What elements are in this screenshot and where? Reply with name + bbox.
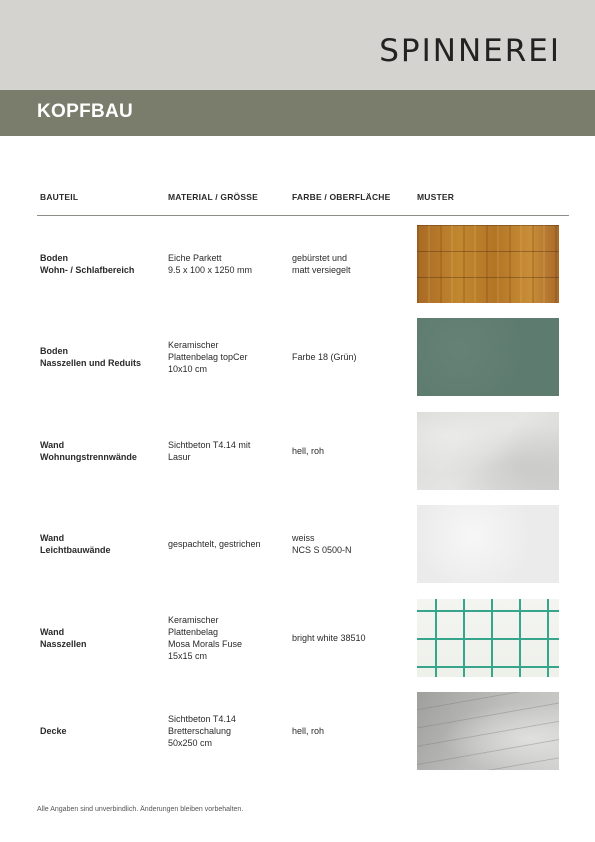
table-row: [0, 599, 595, 677]
material-cell-line: Lasur: [168, 452, 191, 462]
brand-logo: SPINNEREI: [379, 33, 561, 69]
material-cell-line: gespachtelt, gestrichen: [168, 539, 261, 549]
material-cell-line: 50x250 cm: [168, 738, 213, 748]
header-band: [0, 0, 595, 90]
material-cell-line: Keramischer: [168, 615, 219, 625]
bauteil-cell-line: Wand: [40, 627, 65, 637]
material-cell: [168, 692, 288, 770]
material-cell-line: Plattenbelag: [168, 627, 219, 637]
farbe-cell: [292, 505, 412, 583]
table-row: [0, 692, 595, 770]
bauteil-cell: [40, 505, 165, 583]
bauteil-cell-line: Leichtbauwände: [40, 545, 111, 555]
farbe-cell-line: weiss: [292, 533, 315, 543]
material-cell-line: Keramischer: [168, 340, 219, 350]
header-divider: [37, 215, 569, 216]
farbe-cell-line: NCS S 0500-N: [292, 545, 352, 555]
bauteil-cell-line: Boden: [40, 346, 68, 356]
bauteil-cell: [40, 318, 165, 396]
material-cell-line: Plattenbelag topCer: [168, 352, 248, 362]
table-row: [0, 225, 595, 303]
farbe-cell-line: bright white 38510: [292, 633, 366, 643]
material-cell-line: 10x10 cm: [168, 364, 208, 374]
title-band: [0, 90, 595, 136]
table-row: [0, 318, 595, 396]
column-header-material: MATERIAL / GRÖSSE: [168, 192, 258, 202]
column-header-farbe: FARBE / OBERFLÄCHE: [292, 192, 391, 202]
material-cell: [168, 225, 288, 303]
farbe-cell-line: Farbe 18 (Grün): [292, 352, 357, 362]
bauteil-cell-line: Wand: [40, 440, 65, 450]
board-formed-concrete-sample: [417, 692, 559, 770]
material-cell: [168, 599, 288, 677]
farbe-cell-line: hell, roh: [292, 446, 325, 456]
bauteil-cell-line: Wohnungstrennwände: [40, 452, 137, 462]
material-cell: [168, 505, 288, 583]
concrete-sample: [417, 412, 559, 490]
table-row: [0, 412, 595, 490]
footer-note: Alle Angaben sind unverbindlich. Änderungen bleiben vorbehalten.: [37, 806, 244, 813]
bauteil-cell-line: Boden: [40, 253, 68, 263]
bauteil-cell-line: Wohn- / Schlafbereich: [40, 265, 135, 275]
wood-parquet-sample: [417, 225, 559, 303]
bauteil-cell-line: Nasszellen und Reduits: [40, 358, 142, 368]
bauteil-cell: [40, 412, 165, 490]
material-cell-line: Sichtbeton T4.14 mit: [168, 440, 251, 450]
farbe-cell-line: gebürstet und: [292, 253, 348, 263]
page-title: KOPFBAU: [37, 101, 134, 122]
table-row: [0, 505, 595, 583]
bauteil-cell-line: Nasszellen: [40, 639, 87, 649]
material-cell-line: 15x15 cm: [168, 651, 208, 661]
column-header-muster: MUSTER: [417, 192, 455, 202]
bauteil-cell: [40, 692, 165, 770]
bauteil-cell: [40, 225, 165, 303]
white-plaster-sample: [417, 505, 559, 583]
material-cell-line: 9.5 x 100 x 1250 mm: [168, 265, 253, 275]
material-cell: [168, 412, 288, 490]
material-cell-line: Eiche Parkett: [168, 253, 222, 263]
farbe-cell-line: matt versiegelt: [292, 265, 351, 275]
material-cell-line: Mosa Morals Fuse: [168, 639, 243, 649]
white-tile-grid-sample: [417, 599, 559, 677]
bauteil-cell-line: Decke: [40, 726, 67, 736]
farbe-cell: [292, 318, 412, 396]
material-cell: [168, 318, 288, 396]
farbe-cell: [292, 599, 412, 677]
bauteil-cell-line: Wand: [40, 533, 65, 543]
farbe-cell: [292, 412, 412, 490]
farbe-cell: [292, 692, 412, 770]
column-header-bauteil: BAUTEIL: [40, 192, 79, 202]
bauteil-cell: [40, 599, 165, 677]
farbe-cell-line: hell, roh: [292, 726, 325, 736]
material-cell-line: Bretterschalung: [168, 726, 232, 736]
farbe-cell: [292, 225, 412, 303]
material-cell-line: Sichtbeton T4.14: [168, 714, 236, 724]
green-tile-sample: [417, 318, 559, 396]
